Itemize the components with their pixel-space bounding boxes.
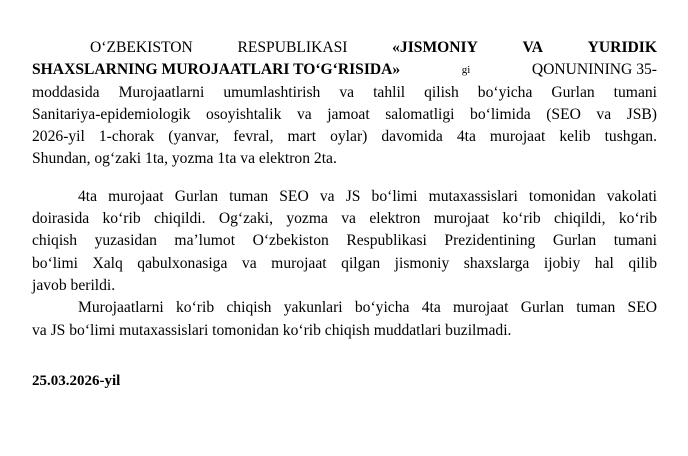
- text: RESPUBLIKASI: [237, 39, 348, 56]
- text: gi: [461, 64, 471, 77]
- law-title: SHAXSLARNING MUROJAATLARI TO‘G‘RISIDA»: [32, 61, 401, 79]
- document-body: [32, 37, 657, 342]
- line: doirasida ko‘rib chiqildi. Og‘zaki, yozma va elektron murojaat ko‘rib chiqildi, ko‘rib: [32, 210, 657, 228]
- paragraph-3: [32, 297, 657, 342]
- paragraph-1: [32, 37, 657, 171]
- document-date: 25.03.2026-yil: [32, 373, 121, 389]
- line: 4ta murojaat Gurlan tuman SEO va JS bo‘limi mutaxassislari tomonidan vakolati: [78, 187, 657, 205]
- line: 2026-yil 1-chorak (yanvar, fevral, mart oylar) davomida 4ta murojaat kelib tushgan.: [32, 128, 657, 146]
- text: QONUNINING 35-: [531, 61, 657, 79]
- paragraph-2: [32, 186, 657, 297]
- line: Shundan, og‘zaki 1ta, yozma 1ta va elektron 2ta.: [32, 150, 337, 168]
- line: moddasida Murojaatlarni umumlashtirish va tahlil qilish bo‘yicha Gurlan tumani: [32, 83, 657, 101]
- line: Murojaatlarni ko‘rib chiqish yakunlari bo‘yicha 4ta murojaat Gurlan tuman SEO: [78, 299, 657, 317]
- law-title: YURIDIK: [587, 39, 657, 56]
- line: [32, 59, 657, 81]
- line: bo‘limi Xalq qabulxonasiga va murojaat qilgan jismoniy shaxslarga ijobiy hal qilib: [32, 254, 657, 272]
- text: O‘ZBEKISTON: [90, 39, 193, 56]
- line: chiqish yuzasidan ma’lumot O‘zbekiston Respublikasi Prezidentining Gurlan tumani: [32, 232, 657, 250]
- line: javob berildi.: [32, 276, 116, 294]
- line: [32, 37, 657, 59]
- law-title: «JISMONIY: [392, 39, 478, 56]
- law-title: VA: [522, 39, 544, 56]
- line: va JS bo‘limi mutaxassislari tomonidan ko‘rib chiqish muddatlari buzilmadi.: [32, 321, 512, 339]
- line: Sanitariya-epidemiologik osoyishtalik va jamoat salomatligi bo‘limida (SEO va JSB): [32, 105, 657, 123]
